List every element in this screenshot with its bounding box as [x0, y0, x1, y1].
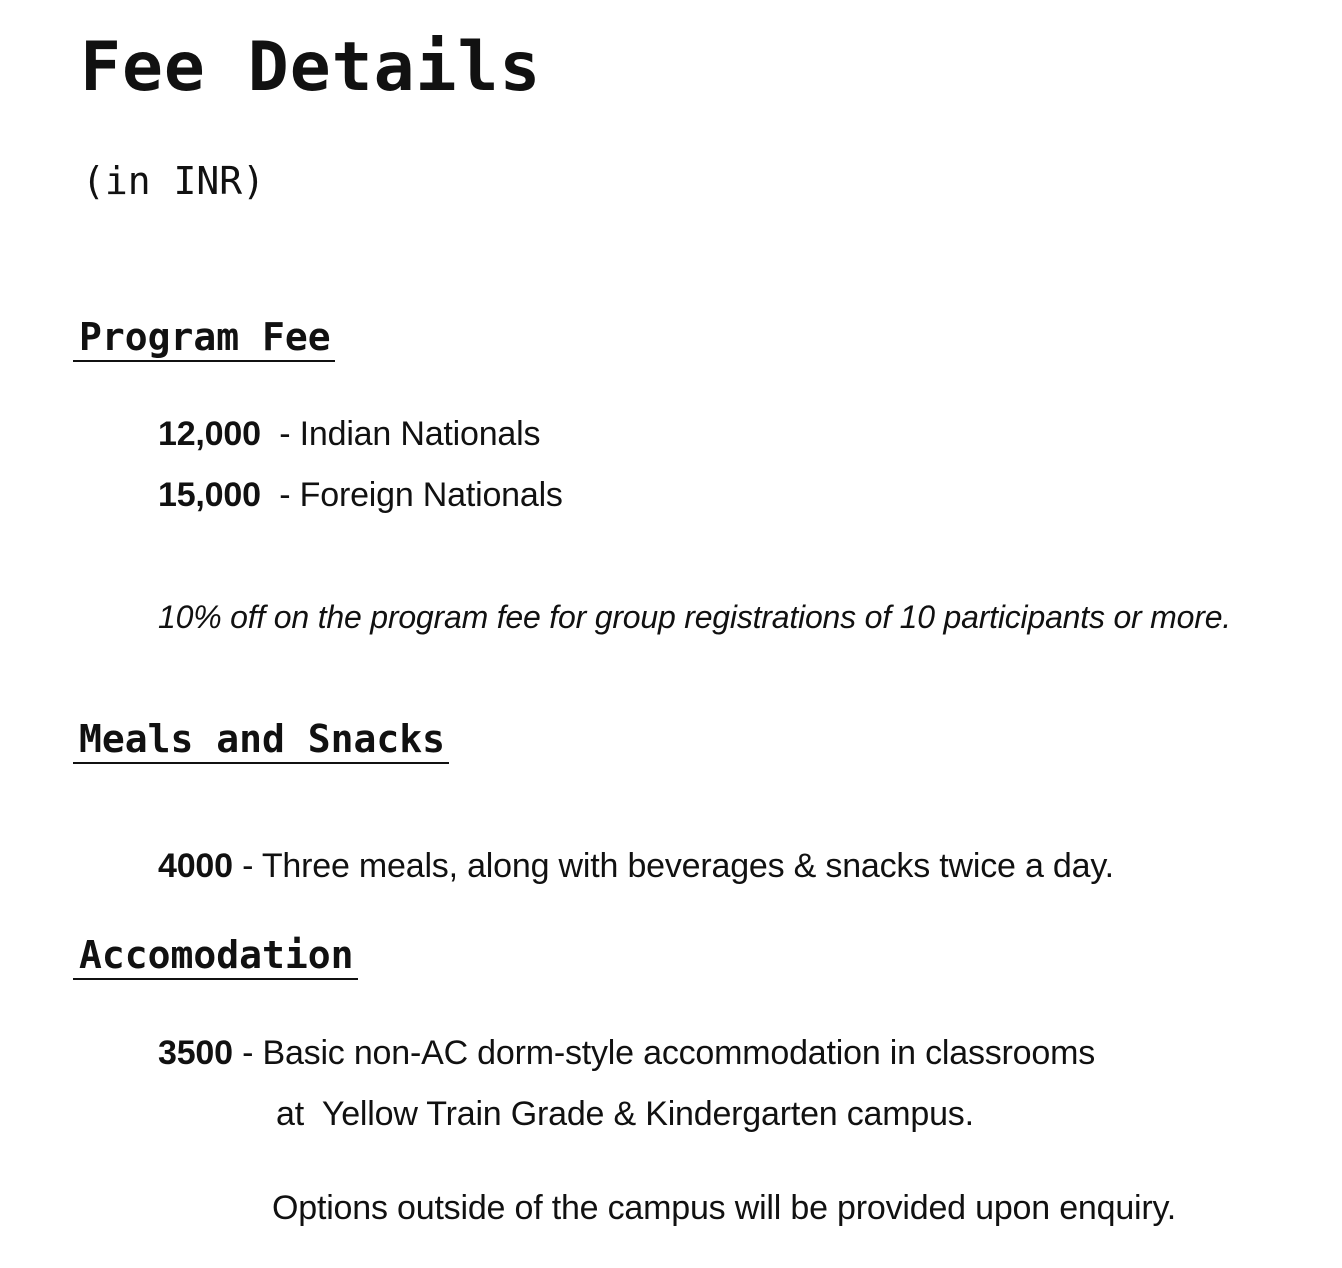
fee-amount: 15,000 — [158, 476, 261, 514]
group-discount-note: 10% off on the program fee for group registrations of 10 participants or more. — [158, 599, 1231, 635]
program-fee-heading: Program Fee — [73, 318, 335, 362]
meals-heading: Meals and Snacks — [73, 720, 449, 764]
currency-note: (in INR) — [82, 159, 266, 203]
meals-amount: 4000 — [158, 847, 233, 885]
accommodation-description: - Basic non-AC dorm-style accommodation in classrooms — [242, 1034, 1096, 1072]
accommodation-description-continued: at Yellow Train Grade & Kindergarten campus. — [276, 1095, 974, 1133]
fee-amount: 12,000 — [158, 415, 261, 453]
meals-description: - Three meals, along with beverages & snacks twice a day. — [242, 847, 1114, 885]
accommodation-heading: Accomodation — [73, 936, 358, 980]
fee-description: - Indian Nationals — [279, 415, 541, 453]
accommodation-options-note: Options outside of the campus will be provided upon enquiry. — [272, 1189, 1177, 1227]
page-title: Fee Details — [80, 28, 542, 107]
fee-item-foreign — [158, 478, 563, 512]
fee-description: - Foreign Nationals — [279, 476, 563, 514]
meals-item — [158, 849, 1114, 883]
accommodation-amount: 3500 — [158, 1034, 233, 1072]
fee-item-indian — [158, 417, 540, 451]
accommodation-item — [158, 1036, 1095, 1070]
